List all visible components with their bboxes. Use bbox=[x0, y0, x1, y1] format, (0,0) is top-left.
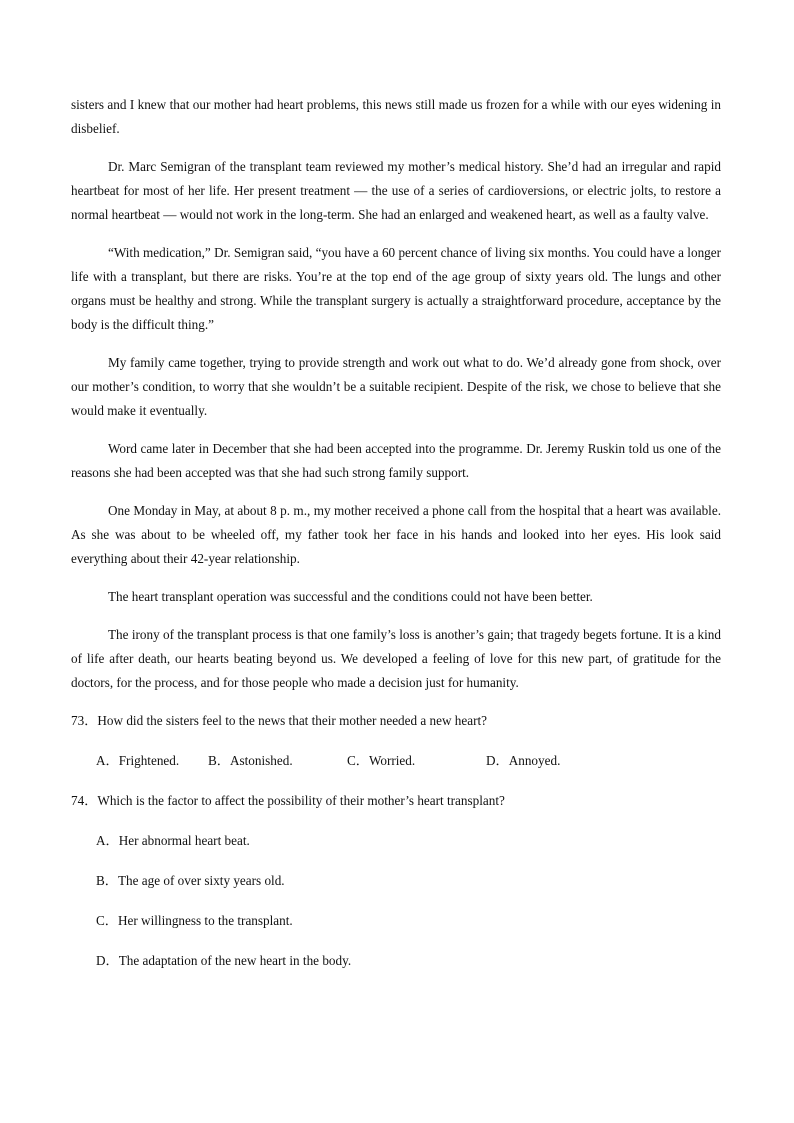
option-text: Her willingness to the transplant. bbox=[117, 913, 293, 928]
option-letter: A． bbox=[96, 833, 119, 848]
option-text: Her abnormal heart beat. bbox=[118, 833, 250, 848]
option-letter: D． bbox=[96, 953, 119, 968]
option-text: Annoyed. bbox=[508, 753, 561, 768]
passage-paragraph-7: The heart transplant operation was successful and the conditions could not have been better. bbox=[108, 589, 593, 604]
option-letter: C． bbox=[347, 753, 369, 768]
question-74-option-d[interactable] bbox=[71, 949, 721, 973]
question-73-options bbox=[71, 749, 721, 773]
question-73-option-a[interactable] bbox=[96, 749, 208, 773]
passage-paragraph-4: My family came together, trying to provide strength and work out what to do. We’d already gone from shock, over our mother’s condition, to worry that she wouldn’t be a suitable recipient. Despite of the risk, we chose to believe that she would make it eventually. bbox=[71, 355, 721, 418]
question-73 bbox=[71, 709, 721, 733]
question-74-option-b[interactable] bbox=[71, 869, 721, 893]
question-74-option-c[interactable] bbox=[71, 909, 721, 933]
option-letter: C． bbox=[96, 913, 118, 928]
question-73-option-b[interactable] bbox=[208, 749, 347, 773]
question-73-text: How did the sisters feel to the news that their mother needed a new heart? bbox=[97, 713, 488, 728]
question-74-text: Which is the factor to affect the possibility of their mother’s heart transplant? bbox=[97, 793, 505, 808]
question-73-option-d[interactable] bbox=[486, 749, 606, 773]
option-letter: A． bbox=[96, 753, 119, 768]
document-page bbox=[71, 93, 721, 989]
option-text: Astonished. bbox=[229, 753, 293, 768]
option-text: Worried. bbox=[368, 753, 416, 768]
option-letter: D． bbox=[486, 753, 509, 768]
option-text: The age of over sixty years old. bbox=[117, 873, 285, 888]
option-letter: B． bbox=[96, 873, 118, 888]
passage-paragraph-1: sisters and I knew that our mother had heart problems, this news still made us frozen for a while with our eyes widening in disbelief. bbox=[71, 97, 721, 136]
passage-paragraph-2: Dr. Marc Semigran of the transplant team reviewed my mother’s medical history. She’d had an irregular and rapid heartbeat for most of her life. Her present treatment — the use of a series of cardioversions, or electric jolts, to restore a normal heartbeat — would not work in the long-term. She had an enlarged and weakened heart, as well as a faulty valve. bbox=[71, 159, 721, 222]
question-73-number: 73． bbox=[71, 713, 98, 728]
question-74-number: 74． bbox=[71, 793, 98, 808]
passage-paragraph-3: “With medication,” Dr. Semigran said, “you have a 60 percent chance of living six months. You could have a longer life with a transplant, but there are risks. You’re at the top end of the age group of sixty years old. The lungs and other organs must be healthy and strong. While the transplant surgery is actually a straightforward procedure, acceptance by the body is the difficult thing.” bbox=[71, 245, 721, 332]
option-text: Frightened. bbox=[118, 753, 180, 768]
option-letter: B． bbox=[208, 753, 230, 768]
passage-paragraph-5: Word came later in December that she had been accepted into the programme. Dr. Jeremy Ruskin told us one of the reasons she had been accepted was that she had such strong family support. bbox=[71, 441, 721, 480]
option-text: The adaptation of the new heart in the body. bbox=[118, 953, 352, 968]
question-74-option-a[interactable] bbox=[71, 829, 721, 853]
question-74 bbox=[71, 789, 721, 813]
passage-paragraph-8: The irony of the transplant process is that one family’s loss is another’s gain; that tragedy begets fortune. It is a kind of life after death, our hearts beating beyond us. We developed a feeling of love for this new part, of gratitude for the doctors, for the process, and for those people who made a decision just for humanity. bbox=[71, 627, 721, 690]
passage-paragraph-6: One Monday in May, at about 8 p. m., my mother received a phone call from the hospital that a heart was available. As she was about to be wheeled off, my father took her face in his hands and looked into her eyes. His look said everything about their 42-year relationship. bbox=[71, 503, 721, 566]
question-73-option-c[interactable] bbox=[347, 749, 486, 773]
